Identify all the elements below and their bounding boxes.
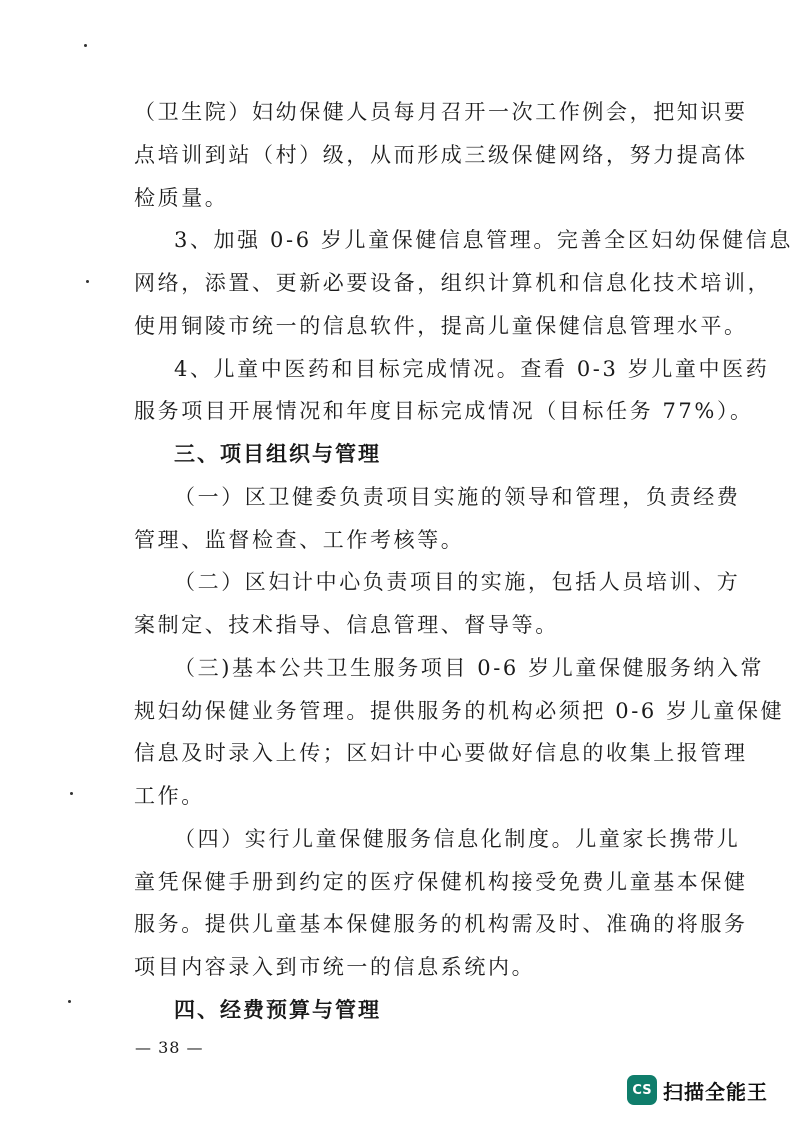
page-number: — 38 — — [135, 1038, 204, 1057]
para-line: 使用铜陵市统一的信息软件，提高儿童保健信息管理水平。 — [134, 314, 748, 338]
para-line: 网络，添置、更新必要设备，组织计算机和信息化技术培训， — [134, 271, 772, 295]
para-line: （三)基本公共卫生服务项目 0-6 岁儿童保健服务纳入常 — [174, 656, 765, 680]
scan-speck — [84, 44, 87, 47]
para-line: 服务。提供儿童基本保健服务的机构需及时、准确的将服务 — [134, 912, 748, 936]
para-line: 信息及时录入上传；区妇计中心要做好信息的收集上报管理 — [134, 741, 748, 765]
para-line: 项目内容录入到市统一的信息系统内。 — [134, 955, 536, 979]
para-line: 童凭保健手册到约定的医疗保健机构接受免费儿童基本保健 — [134, 870, 748, 894]
para-line: 4、儿童中医药和目标完成情况。查看 0-3 岁儿童中医药 — [174, 357, 770, 381]
para-line: 3、加强 0-6 岁儿童保健信息管理。完善全区妇幼保健信息 — [174, 228, 793, 252]
para-line: 案制定、技术指导、信息管理、督导等。 — [134, 613, 559, 637]
scan-speck — [70, 792, 73, 795]
para-line: 规妇幼保健业务管理。提供服务的机构必须把 0-6 岁儿童保健 — [134, 699, 785, 723]
para-line: （四）实行儿童保健服务信息化制度。儿童家长携带儿 — [174, 827, 741, 851]
para-line: 检质量。 — [134, 186, 229, 210]
para-line: 服务项目开展情况和年度目标完成情况（目标任务 77%）。 — [134, 399, 754, 423]
para-line: 工作。 — [134, 784, 205, 808]
scan-speck — [86, 280, 89, 283]
scan-speck — [68, 1000, 71, 1003]
para-line: （二）区妇计中心负责项目的实施，包括人员培训、方 — [174, 570, 741, 594]
para-line: （一）区卫健委负责项目实施的领导和管理，负责经费 — [174, 485, 741, 509]
para-line: 点培训到站（村）级，从而形成三级保健网络，努力提高体 — [134, 143, 748, 167]
scanner-watermark — [627, 1075, 768, 1105]
section-heading: 四、经费预算与管理 — [174, 998, 381, 1022]
para-line: （卫生院）妇幼保健人员每月召开一次工作例会，把知识要 — [134, 100, 748, 124]
para-line: 管理、监督检查、工作考核等。 — [134, 528, 465, 552]
cs-logo-icon: CS — [627, 1075, 657, 1105]
watermark-text: 扫描全能王 — [663, 1079, 768, 1104]
section-heading: 三、项目组织与管理 — [174, 442, 381, 466]
